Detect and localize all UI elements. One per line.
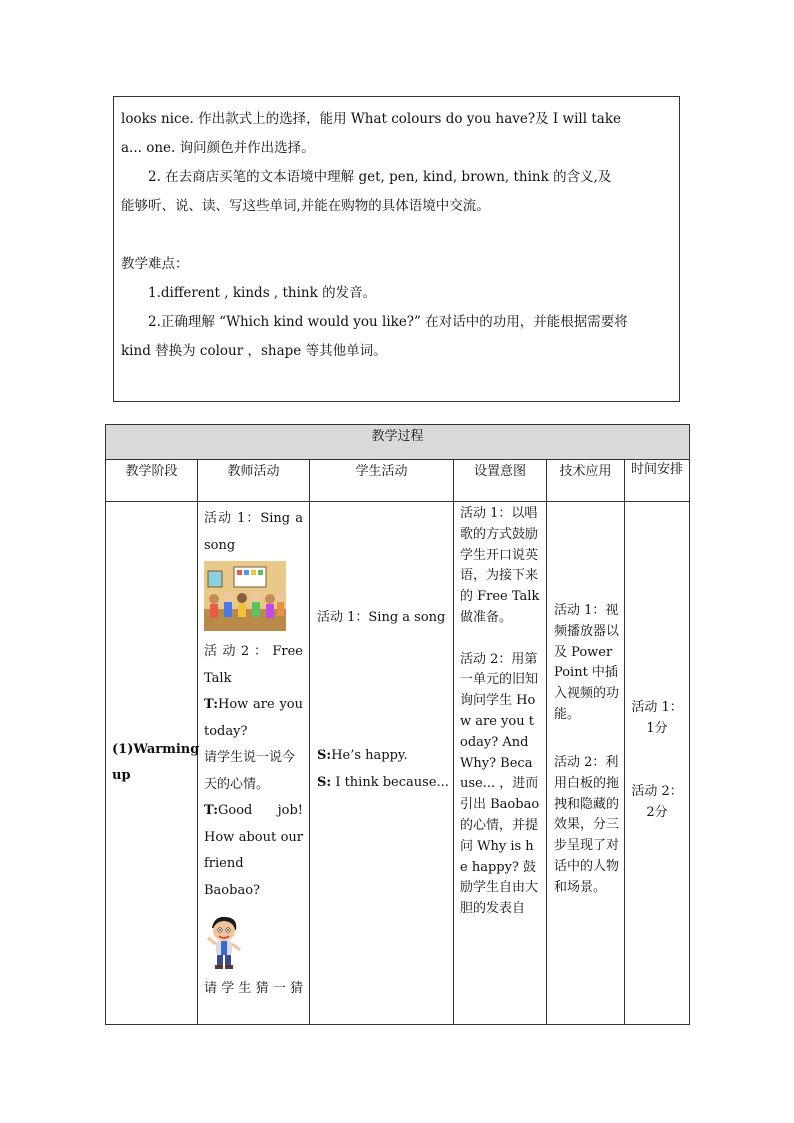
header-teacher: 教师活动	[198, 460, 310, 502]
teacher-ask-2: 天的心情。	[204, 776, 270, 792]
t-question-text: How are you	[218, 697, 303, 712]
time-activity-2	[625, 782, 689, 824]
teacher-question-1b: today?	[204, 723, 248, 739]
teacher-friend: friend	[204, 856, 244, 871]
time-cell	[625, 502, 690, 1025]
difficulties-heading: 教学难点：	[121, 256, 189, 272]
student-response-2	[317, 769, 449, 796]
student-responses	[317, 742, 449, 796]
student-activity-1: 活动 1：Sing a song	[317, 610, 446, 625]
teacher-ask: 请学生说一说今	[204, 750, 296, 765]
t-label: T:	[204, 697, 219, 712]
objectives-box	[113, 96, 680, 402]
stage-cell: (1)Warming up	[106, 502, 198, 1025]
teacher-guess: 请学生猜一猜	[204, 981, 303, 996]
teacher-activity-1-title: 活动 1：Sing a	[204, 511, 303, 526]
table-title: 教学过程	[106, 425, 690, 460]
s-label: S:	[317, 748, 332, 763]
time-activity-1-label: 活动 1：	[631, 700, 683, 715]
tech-cell	[547, 502, 625, 1025]
time-activity-1-value: 1分	[646, 720, 668, 736]
time-activity-1	[625, 698, 689, 740]
header-stage: 教学阶段	[106, 460, 198, 502]
t-label-2: T:	[204, 803, 219, 818]
teacher-activity-2-title: 活 动 2 ： Free	[204, 644, 303, 659]
header-purpose: 设置意图	[454, 460, 547, 502]
purpose-activity-1: 活动 1：以唱歌的方式鼓励学生开口说英语，为接下来的 Free Talk 做准备。	[460, 506, 540, 625]
student-cell	[310, 502, 454, 1025]
tech-activity-1: 活动 1：视频播放器以及 PowerPoint 中插入视频的功能。	[554, 603, 620, 722]
teacher-cell	[198, 502, 310, 1025]
purpose-activity-2: 活动 2：用第一单元的旧知询问学生 How are you today? And Why? Because... ，进而引出 Baobao 的心情，并提问 Why is he happy? 鼓励学生自由大胆的发表自	[460, 651, 540, 917]
teacher-baobao: Baobao?	[204, 882, 260, 898]
teacher-question-1	[204, 692, 303, 719]
s-response-1-text: He’s happy.	[331, 748, 408, 763]
objective-line-3: 2. 在去商店买笔的文本语境中理解 get, pen, kind, brown, think 的含义,及	[148, 169, 612, 185]
s-label-2: S:	[317, 775, 332, 790]
header-time: 时间安排	[625, 460, 690, 502]
baobao-character-image	[204, 914, 244, 970]
objective-line-1: looks nice. 作出款式上的选择，能用 What colours do you have?及 I will take	[121, 111, 622, 127]
teaching-process-table	[105, 424, 690, 1025]
student-response-1	[317, 742, 449, 769]
difficulty-item-1: 1.different , kinds , think 的发音。	[148, 285, 377, 301]
objective-line-2: a... one. 询问颜色并作出选择。	[121, 140, 315, 156]
s-response-2-text: I think because...	[331, 775, 449, 790]
difficulty-item-2b: kind 替换为 colour ，shape 等其他单词。	[121, 343, 387, 359]
difficulty-item-2a: 2.正确理解 “Which kind would you like?” 在对话中的功用，并能根据需要将	[148, 314, 628, 330]
time-activity-2-value: 2分	[646, 804, 668, 820]
t-good-text: Good job!	[218, 803, 303, 818]
tech-activity-2: 活动 2：利用白板的拖拽和隐藏的效果，分三步呈现了对话中的人物和场景。	[554, 755, 620, 895]
teacher-good-job	[204, 798, 303, 825]
objective-line-4: 能够听、说、读、写这些单词,并能在购物的具体语境中交流。	[121, 198, 490, 214]
purpose-cell	[454, 502, 547, 1025]
header-tech: 技术应用	[547, 460, 625, 502]
classroom-song-image	[204, 561, 286, 631]
teacher-activity-1-title-2: song	[204, 537, 236, 553]
header-student: 学生活动	[310, 460, 454, 502]
time-activity-2-label: 活动 2：	[631, 784, 683, 799]
teacher-activity-2-title-2: Talk	[204, 670, 232, 686]
teacher-how-about: How about our	[204, 829, 303, 845]
